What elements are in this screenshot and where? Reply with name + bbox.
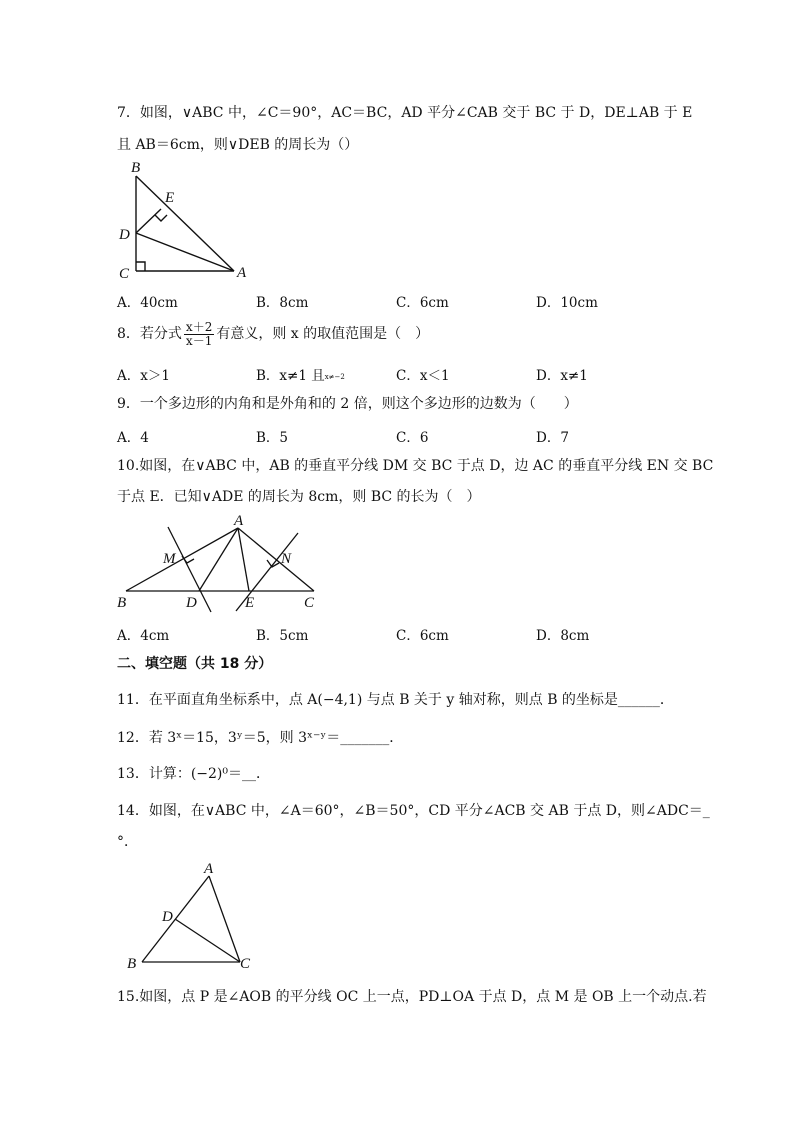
q8-prefix: 8．若分式 bbox=[117, 326, 182, 342]
q7-label-d: D bbox=[119, 227, 130, 243]
q8-fraction-denominator: x－1 bbox=[185, 333, 213, 348]
q7-option-a[interactable]: A．40cm bbox=[117, 295, 178, 311]
q10-line2: 于点 E．已知∨ADE 的周长为 8cm，则 BC 的长为（ ） bbox=[117, 489, 481, 505]
q8-option-b-small: x≠−2 bbox=[324, 373, 345, 381]
q14-segment-dc bbox=[175, 919, 240, 962]
q10-segment-ba bbox=[126, 528, 238, 591]
q10-label-a: A bbox=[234, 513, 244, 529]
q10-option-c[interactable]: C．6cm bbox=[396, 628, 449, 644]
q8-option-d[interactable]: D．x≠1 bbox=[536, 368, 588, 384]
q14-segment-ac bbox=[209, 876, 240, 962]
q10-label-b: B bbox=[117, 595, 127, 611]
q7-option-c[interactable]: C．6cm bbox=[396, 295, 449, 311]
q9-options bbox=[117, 426, 717, 444]
q8-option-b[interactable] bbox=[256, 364, 345, 384]
q7-figure bbox=[112, 158, 262, 283]
q7-label-a: A bbox=[237, 265, 247, 281]
q7-segment-de bbox=[136, 209, 161, 233]
q7-right-angle-c bbox=[136, 262, 145, 271]
q8-option-a[interactable]: A．x＞1 bbox=[117, 368, 170, 384]
q8-options bbox=[117, 364, 717, 382]
q8-line bbox=[117, 319, 429, 349]
q10-label-n: N bbox=[281, 551, 292, 567]
q9-option-b[interactable]: B．5 bbox=[256, 430, 289, 446]
q10-option-d[interactable]: D．8cm bbox=[536, 628, 590, 644]
q14-figure bbox=[118, 858, 268, 978]
q10-option-a[interactable]: A．4cm bbox=[117, 628, 170, 644]
q10-options bbox=[117, 624, 717, 642]
q7-label-e: E bbox=[165, 190, 175, 206]
q10-label-e: E bbox=[245, 595, 255, 611]
q7-label-b: B bbox=[131, 160, 141, 176]
q10-segment-ac bbox=[238, 528, 314, 591]
q13-line1: 13．计算：(−2)⁰＝__． bbox=[117, 766, 270, 782]
q14-label-a: A bbox=[204, 861, 214, 877]
q7-option-d[interactable]: D．10cm bbox=[536, 295, 598, 311]
q10-option-b[interactable]: B．5cm bbox=[256, 628, 309, 644]
q8-option-b-text: B．x≠1 且 bbox=[256, 368, 325, 384]
q10-figure bbox=[112, 513, 327, 613]
q10-label-d: D bbox=[186, 595, 197, 611]
q7-right-angle-e bbox=[155, 215, 167, 221]
q8-fraction bbox=[184, 321, 214, 348]
q9-line1: 9．一个多边形的内角和是外角和的 2 倍，则这个多边形的边数为（ ） bbox=[117, 396, 578, 412]
q7-segment-da bbox=[136, 233, 234, 271]
q10-label-c: C bbox=[304, 595, 315, 611]
section-title-fill-in: 二、填空题（共 18 分） bbox=[117, 656, 273, 672]
q7-options bbox=[117, 291, 717, 309]
q10-segment-ae bbox=[238, 528, 249, 591]
q15-line1: 15.如图，点 P 是∠AOB 的平分线 OC 上一点，PD⊥OA 于点 D，点 M 是 OB 上一个动点.若 bbox=[117, 989, 707, 1005]
q7-segment-ba bbox=[136, 176, 234, 271]
q8-suffix: 有意义，则 x 的取值范围是（ ） bbox=[216, 326, 430, 342]
q7-option-b[interactable]: B．8cm bbox=[256, 295, 309, 311]
q9-option-d[interactable]: D．7 bbox=[536, 430, 569, 446]
q14-line1: 14．如图，在∨ABC 中，∠A＝60°，∠B＝50°，CD 平分∠ACB 交 AB 于点 D，则∠ADC＝_ bbox=[117, 803, 710, 819]
q9-option-c[interactable]: C．6 bbox=[396, 430, 429, 446]
q8-option-c[interactable]: C．x＜1 bbox=[396, 368, 450, 384]
q7-line1: 7．如图，∨ABC 中，∠C＝90°，AC＝BC，AD 平分∠CAB 交于 BC 于 D，DE⊥AB 于 E bbox=[117, 105, 693, 121]
q14-label-c: C bbox=[240, 956, 251, 972]
q14-label-d: D bbox=[162, 909, 173, 925]
q10-segment-ad bbox=[199, 528, 238, 591]
q7-label-c: C bbox=[119, 266, 130, 282]
q11-line1: 11．在平面直角坐标系中，点 A(−4,1) 与点 B 关于 y 轴对称，则点 B 的坐标是______． bbox=[117, 692, 674, 708]
q14-line2: °． bbox=[117, 834, 138, 850]
q10-line1: 10.如图，在∨ABC 中，AB 的垂直平分线 DM 交 BC 于点 D，边 AC 的垂直平分线 EN 交 BC bbox=[117, 458, 714, 474]
q12-line1: 12．若 3ˣ＝15，3ʸ＝5，则 3ˣ⁻ʸ＝_______． bbox=[117, 730, 404, 746]
q7-line2: 且 AB＝6cm，则∨DEB 的周长为（） bbox=[117, 137, 359, 153]
q9-option-a[interactable]: A．4 bbox=[117, 430, 149, 446]
q14-label-b: B bbox=[127, 956, 137, 972]
q10-label-m: M bbox=[163, 551, 176, 567]
q8-fraction-numerator: x＋2 bbox=[185, 319, 213, 334]
